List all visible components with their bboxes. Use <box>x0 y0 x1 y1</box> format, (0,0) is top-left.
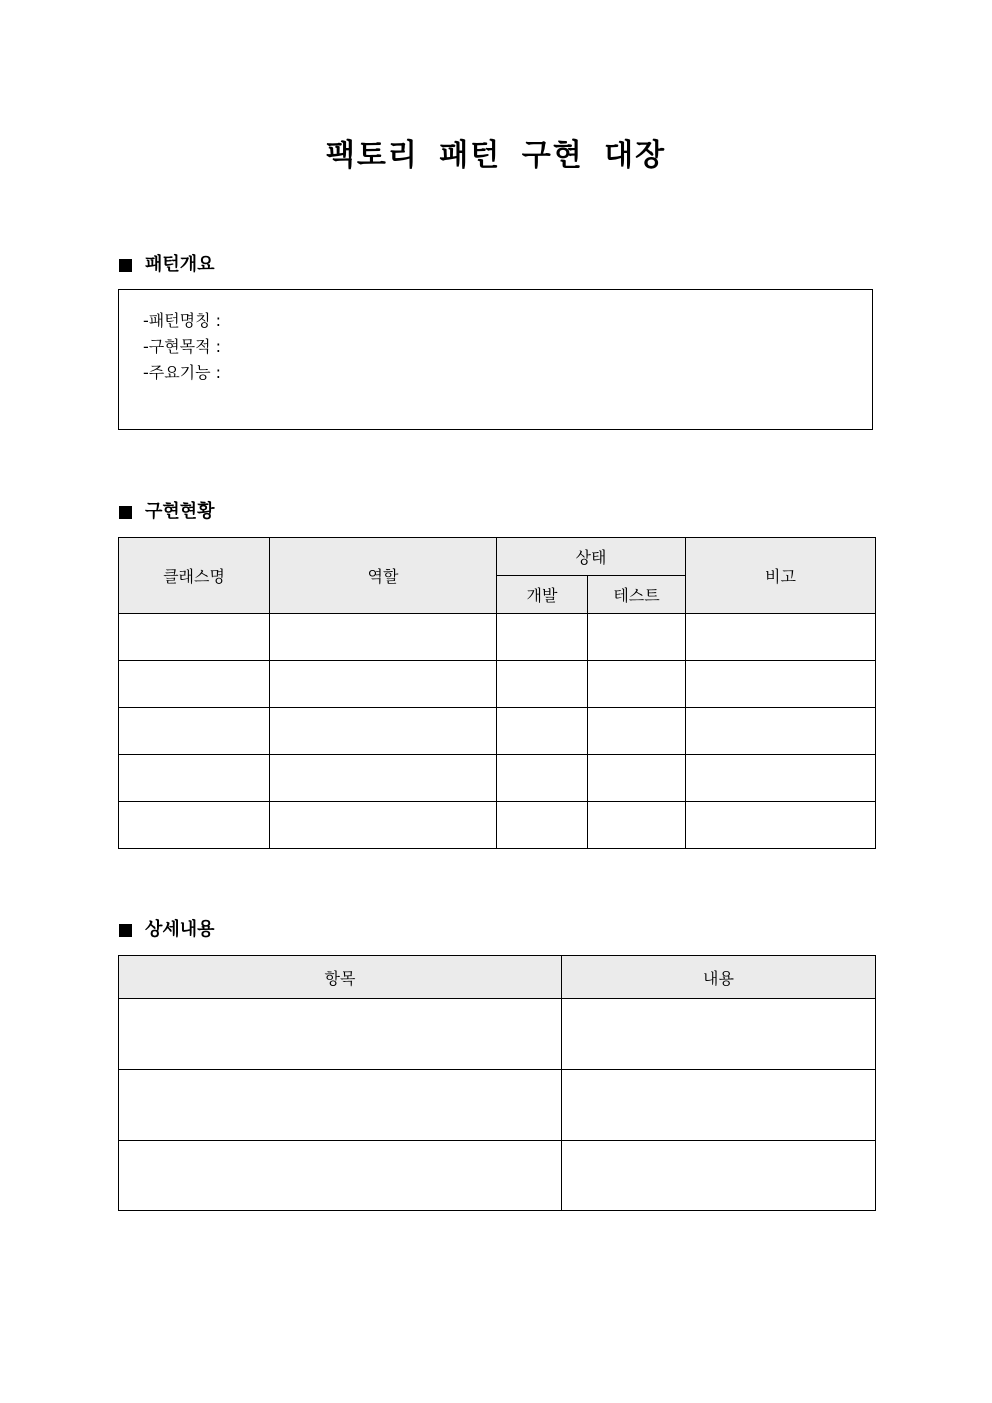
overview-heading <box>119 253 215 277</box>
role-cell[interactable] <box>270 755 497 802</box>
item-cell[interactable] <box>119 1141 562 1211</box>
details-heading <box>119 918 215 942</box>
note-cell[interactable] <box>686 708 876 755</box>
square-bullet-icon <box>119 259 132 272</box>
header-note: 비고 <box>686 538 876 614</box>
class-name-cell[interactable] <box>119 802 270 849</box>
dev-cell[interactable] <box>497 614 588 661</box>
note-cell[interactable] <box>686 802 876 849</box>
role-cell[interactable] <box>270 802 497 849</box>
dev-cell[interactable] <box>497 802 588 849</box>
note-cell[interactable] <box>686 755 876 802</box>
overview-heading-label: 패턴개요 <box>145 254 215 275</box>
header-item: 항목 <box>119 956 562 999</box>
header-test: 테스트 <box>588 576 686 614</box>
note-cell[interactable] <box>686 614 876 661</box>
header-dev: 개발 <box>497 576 588 614</box>
class-name-cell[interactable] <box>119 614 270 661</box>
status-heading-label: 구현현황 <box>145 501 215 522</box>
class-name-cell[interactable] <box>119 708 270 755</box>
role-cell[interactable] <box>270 614 497 661</box>
status-heading <box>119 500 215 524</box>
details-heading-label: 상세내용 <box>145 919 215 940</box>
role-cell[interactable] <box>270 708 497 755</box>
header-content: 내용 <box>562 956 876 999</box>
dev-cell[interactable] <box>497 661 588 708</box>
square-bullet-icon <box>119 924 132 937</box>
test-cell[interactable] <box>588 661 686 708</box>
note-cell[interactable] <box>686 661 876 708</box>
details-table <box>118 955 876 1211</box>
table-row <box>119 802 876 849</box>
header-class-name: 클래스명 <box>119 538 270 614</box>
content-cell[interactable] <box>562 999 876 1070</box>
class-name-cell[interactable] <box>119 661 270 708</box>
test-cell[interactable] <box>588 708 686 755</box>
test-cell[interactable] <box>588 614 686 661</box>
content-cell[interactable] <box>562 1070 876 1141</box>
role-cell[interactable] <box>270 661 497 708</box>
header-role: 역할 <box>270 538 497 614</box>
test-cell[interactable] <box>588 802 686 849</box>
dev-cell[interactable] <box>497 708 588 755</box>
item-cell[interactable] <box>119 999 562 1070</box>
table-row <box>119 999 876 1070</box>
class-name-cell[interactable] <box>119 755 270 802</box>
table-row <box>119 1070 876 1141</box>
dev-cell[interactable] <box>497 755 588 802</box>
test-cell[interactable] <box>588 755 686 802</box>
main-function-line: -주요기능 : <box>143 363 222 382</box>
document-title: 팩토리 패턴 구현 대장 <box>325 138 667 173</box>
status-table <box>118 537 876 849</box>
header-state: 상태 <box>497 538 686 576</box>
overview-box <box>118 289 873 430</box>
table-row <box>119 708 876 755</box>
content-cell[interactable] <box>562 1141 876 1211</box>
purpose-line: -구현목적 : <box>143 337 222 356</box>
pattern-name-line: -패턴명칭 : <box>143 311 222 330</box>
item-cell[interactable] <box>119 1070 562 1141</box>
table-row <box>119 661 876 708</box>
table-row <box>119 755 876 802</box>
table-row <box>119 1141 876 1211</box>
table-row <box>119 614 876 661</box>
square-bullet-icon <box>119 506 132 519</box>
